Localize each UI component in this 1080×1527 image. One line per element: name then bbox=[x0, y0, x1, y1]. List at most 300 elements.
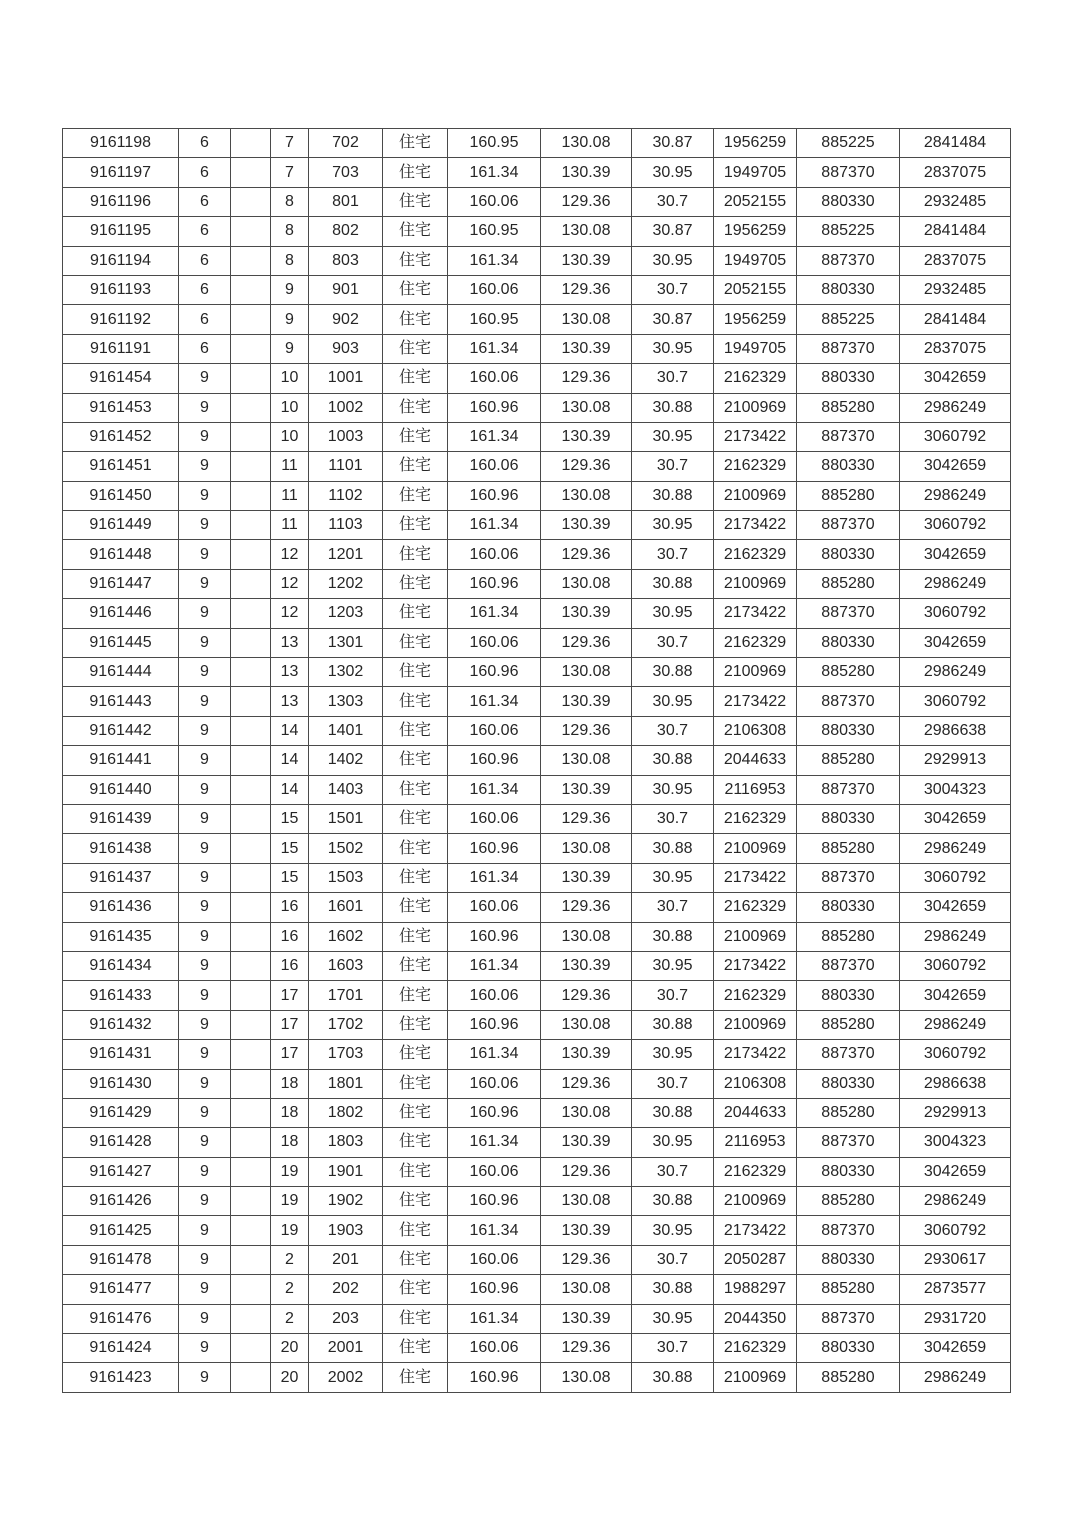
area-1-cell: 160.96 bbox=[448, 658, 541, 687]
blank-cell bbox=[231, 246, 271, 275]
area-3-cell: 30.7 bbox=[632, 364, 714, 393]
amount-1-cell: 1956259 bbox=[714, 217, 797, 246]
building-no-cell: 9 bbox=[179, 775, 231, 804]
area-1-cell: 160.06 bbox=[448, 804, 541, 833]
blank-cell bbox=[231, 628, 271, 657]
area-1-cell: 161.34 bbox=[448, 1128, 541, 1157]
floor-no-cell: 9 bbox=[271, 275, 309, 304]
amount-1-cell: 2162329 bbox=[714, 1157, 797, 1186]
use-type-cell: 住宅 bbox=[383, 687, 448, 716]
area-1-cell: 160.96 bbox=[448, 1098, 541, 1127]
room-no-cell: 1801 bbox=[309, 1069, 383, 1098]
amount-2-cell: 887370 bbox=[797, 422, 900, 451]
building-no-cell: 9 bbox=[179, 1010, 231, 1039]
area-1-cell: 161.34 bbox=[448, 158, 541, 187]
use-type-cell: 住宅 bbox=[383, 246, 448, 275]
building-no-cell: 9 bbox=[179, 511, 231, 540]
use-type-cell: 住宅 bbox=[383, 658, 448, 687]
room-no-cell: 201 bbox=[309, 1245, 383, 1274]
table-row bbox=[63, 1275, 1011, 1304]
floor-no-cell: 15 bbox=[271, 804, 309, 833]
area-2-cell: 129.36 bbox=[541, 452, 632, 481]
area-1-cell: 161.34 bbox=[448, 1304, 541, 1333]
blank-cell bbox=[231, 393, 271, 422]
table-row bbox=[63, 364, 1011, 393]
area-2-cell: 130.39 bbox=[541, 422, 632, 451]
area-2-cell: 130.39 bbox=[541, 863, 632, 892]
record-id-cell: 9161436 bbox=[63, 893, 179, 922]
area-1-cell: 161.34 bbox=[448, 334, 541, 363]
floor-no-cell: 18 bbox=[271, 1128, 309, 1157]
record-id-cell: 9161444 bbox=[63, 658, 179, 687]
room-no-cell: 1701 bbox=[309, 981, 383, 1010]
area-1-cell: 161.34 bbox=[448, 1040, 541, 1069]
table-row bbox=[63, 981, 1011, 1010]
record-id-cell: 9161431 bbox=[63, 1040, 179, 1069]
amount-total-cell: 3042659 bbox=[900, 804, 1011, 833]
record-id-cell: 9161426 bbox=[63, 1187, 179, 1216]
area-3-cell: 30.88 bbox=[632, 1275, 714, 1304]
amount-1-cell: 1949705 bbox=[714, 334, 797, 363]
amount-total-cell: 3042659 bbox=[900, 628, 1011, 657]
amount-2-cell: 885280 bbox=[797, 1363, 900, 1392]
building-no-cell: 9 bbox=[179, 364, 231, 393]
area-1-cell: 160.06 bbox=[448, 1245, 541, 1274]
amount-total-cell: 2986249 bbox=[900, 834, 1011, 863]
table-row bbox=[63, 1069, 1011, 1098]
room-no-cell: 1001 bbox=[309, 364, 383, 393]
amount-1-cell: 2106308 bbox=[714, 716, 797, 745]
building-no-cell: 9 bbox=[179, 951, 231, 980]
amount-1-cell: 2162329 bbox=[714, 452, 797, 481]
use-type-cell: 住宅 bbox=[383, 217, 448, 246]
area-1-cell: 160.06 bbox=[448, 1334, 541, 1363]
blank-cell bbox=[231, 1128, 271, 1157]
amount-2-cell: 887370 bbox=[797, 334, 900, 363]
record-id-cell: 9161443 bbox=[63, 687, 179, 716]
area-2-cell: 129.36 bbox=[541, 981, 632, 1010]
amount-total-cell: 2986249 bbox=[900, 1010, 1011, 1039]
area-3-cell: 30.95 bbox=[632, 334, 714, 363]
building-no-cell: 6 bbox=[179, 305, 231, 334]
amount-1-cell: 1949705 bbox=[714, 246, 797, 275]
blank-cell bbox=[231, 187, 271, 216]
area-2-cell: 130.08 bbox=[541, 834, 632, 863]
table-row bbox=[63, 863, 1011, 892]
building-no-cell: 9 bbox=[179, 658, 231, 687]
amount-1-cell: 2100969 bbox=[714, 834, 797, 863]
amount-total-cell: 3004323 bbox=[900, 1128, 1011, 1157]
amount-1-cell: 2173422 bbox=[714, 863, 797, 892]
blank-cell bbox=[231, 540, 271, 569]
use-type-cell: 住宅 bbox=[383, 834, 448, 863]
amount-total-cell: 3042659 bbox=[900, 1157, 1011, 1186]
use-type-cell: 住宅 bbox=[383, 1187, 448, 1216]
blank-cell bbox=[231, 511, 271, 540]
table-row bbox=[63, 246, 1011, 275]
area-3-cell: 30.88 bbox=[632, 746, 714, 775]
area-3-cell: 30.87 bbox=[632, 217, 714, 246]
area-3-cell: 30.7 bbox=[632, 1245, 714, 1274]
amount-1-cell: 2044633 bbox=[714, 1098, 797, 1127]
blank-cell bbox=[231, 569, 271, 598]
blank-cell bbox=[231, 834, 271, 863]
amount-1-cell: 2052155 bbox=[714, 275, 797, 304]
blank-cell bbox=[231, 452, 271, 481]
use-type-cell: 住宅 bbox=[383, 158, 448, 187]
amount-total-cell: 2986249 bbox=[900, 481, 1011, 510]
blank-cell bbox=[231, 922, 271, 951]
amount-2-cell: 887370 bbox=[797, 775, 900, 804]
room-no-cell: 903 bbox=[309, 334, 383, 363]
amount-total-cell: 3042659 bbox=[900, 1334, 1011, 1363]
room-no-cell: 1903 bbox=[309, 1216, 383, 1245]
building-no-cell: 9 bbox=[179, 1098, 231, 1127]
area-3-cell: 30.88 bbox=[632, 1363, 714, 1392]
building-no-cell: 9 bbox=[179, 687, 231, 716]
amount-total-cell: 2932485 bbox=[900, 275, 1011, 304]
amount-1-cell: 2100969 bbox=[714, 1363, 797, 1392]
record-id-cell: 9161477 bbox=[63, 1275, 179, 1304]
area-3-cell: 30.88 bbox=[632, 834, 714, 863]
area-1-cell: 160.06 bbox=[448, 628, 541, 657]
blank-cell bbox=[231, 1363, 271, 1392]
amount-2-cell: 880330 bbox=[797, 1245, 900, 1274]
room-no-cell: 1401 bbox=[309, 716, 383, 745]
area-3-cell: 30.95 bbox=[632, 599, 714, 628]
building-no-cell: 9 bbox=[179, 922, 231, 951]
record-id-cell: 9161451 bbox=[63, 452, 179, 481]
building-no-cell: 6 bbox=[179, 275, 231, 304]
unit-price-table bbox=[62, 128, 1011, 1393]
floor-no-cell: 2 bbox=[271, 1275, 309, 1304]
use-type-cell: 住宅 bbox=[383, 599, 448, 628]
room-no-cell: 1703 bbox=[309, 1040, 383, 1069]
amount-1-cell: 2100969 bbox=[714, 569, 797, 598]
area-2-cell: 130.08 bbox=[541, 1363, 632, 1392]
blank-cell bbox=[231, 951, 271, 980]
table-row bbox=[63, 746, 1011, 775]
building-no-cell: 6 bbox=[179, 129, 231, 158]
amount-total-cell: 3060792 bbox=[900, 951, 1011, 980]
amount-1-cell: 1949705 bbox=[714, 158, 797, 187]
floor-no-cell: 20 bbox=[271, 1334, 309, 1363]
record-id-cell: 9161430 bbox=[63, 1069, 179, 1098]
area-3-cell: 30.88 bbox=[632, 393, 714, 422]
blank-cell bbox=[231, 422, 271, 451]
use-type-cell: 住宅 bbox=[383, 452, 448, 481]
floor-no-cell: 16 bbox=[271, 951, 309, 980]
table-row bbox=[63, 452, 1011, 481]
building-no-cell: 9 bbox=[179, 746, 231, 775]
amount-2-cell: 887370 bbox=[797, 1304, 900, 1333]
record-id-cell: 9161452 bbox=[63, 422, 179, 451]
floor-no-cell: 17 bbox=[271, 981, 309, 1010]
amount-2-cell: 887370 bbox=[797, 1040, 900, 1069]
building-no-cell: 9 bbox=[179, 569, 231, 598]
area-1-cell: 160.96 bbox=[448, 393, 541, 422]
area-2-cell: 129.36 bbox=[541, 1334, 632, 1363]
area-3-cell: 30.7 bbox=[632, 275, 714, 304]
building-no-cell: 9 bbox=[179, 804, 231, 833]
table-row bbox=[63, 893, 1011, 922]
floor-no-cell: 18 bbox=[271, 1098, 309, 1127]
blank-cell bbox=[231, 1010, 271, 1039]
table-row bbox=[63, 628, 1011, 657]
amount-1-cell: 2100969 bbox=[714, 393, 797, 422]
amount-1-cell: 2162329 bbox=[714, 1334, 797, 1363]
area-3-cell: 30.88 bbox=[632, 1187, 714, 1216]
room-no-cell: 1403 bbox=[309, 775, 383, 804]
building-no-cell: 9 bbox=[179, 863, 231, 892]
amount-1-cell: 2050287 bbox=[714, 1245, 797, 1274]
room-no-cell: 1501 bbox=[309, 804, 383, 833]
amount-1-cell: 2173422 bbox=[714, 951, 797, 980]
amount-2-cell: 885225 bbox=[797, 129, 900, 158]
amount-total-cell: 2841484 bbox=[900, 305, 1011, 334]
floor-no-cell: 7 bbox=[271, 129, 309, 158]
room-no-cell: 901 bbox=[309, 275, 383, 304]
table-body bbox=[63, 129, 1011, 1393]
area-1-cell: 161.34 bbox=[448, 511, 541, 540]
amount-total-cell: 2986249 bbox=[900, 922, 1011, 951]
record-id-cell: 9161449 bbox=[63, 511, 179, 540]
use-type-cell: 住宅 bbox=[383, 275, 448, 304]
use-type-cell: 住宅 bbox=[383, 187, 448, 216]
record-id-cell: 9161193 bbox=[63, 275, 179, 304]
building-no-cell: 9 bbox=[179, 1157, 231, 1186]
amount-1-cell: 2173422 bbox=[714, 511, 797, 540]
table-row bbox=[63, 658, 1011, 687]
building-no-cell: 9 bbox=[179, 1187, 231, 1216]
area-1-cell: 161.34 bbox=[448, 422, 541, 451]
blank-cell bbox=[231, 481, 271, 510]
room-no-cell: 2001 bbox=[309, 1334, 383, 1363]
record-id-cell: 9161432 bbox=[63, 1010, 179, 1039]
blank-cell bbox=[231, 158, 271, 187]
use-type-cell: 住宅 bbox=[383, 1245, 448, 1274]
amount-1-cell: 1956259 bbox=[714, 305, 797, 334]
amount-1-cell: 2173422 bbox=[714, 1216, 797, 1245]
amount-2-cell: 880330 bbox=[797, 716, 900, 745]
floor-no-cell: 14 bbox=[271, 716, 309, 745]
area-3-cell: 30.7 bbox=[632, 452, 714, 481]
area-3-cell: 30.7 bbox=[632, 540, 714, 569]
room-no-cell: 1303 bbox=[309, 687, 383, 716]
use-type-cell: 住宅 bbox=[383, 481, 448, 510]
floor-no-cell: 12 bbox=[271, 540, 309, 569]
amount-2-cell: 880330 bbox=[797, 187, 900, 216]
building-no-cell: 9 bbox=[179, 1040, 231, 1069]
table-row bbox=[63, 687, 1011, 716]
area-1-cell: 160.06 bbox=[448, 364, 541, 393]
blank-cell bbox=[231, 305, 271, 334]
floor-no-cell: 16 bbox=[271, 893, 309, 922]
table-row bbox=[63, 540, 1011, 569]
room-no-cell: 1102 bbox=[309, 481, 383, 510]
record-id-cell: 9161427 bbox=[63, 1157, 179, 1186]
amount-2-cell: 885225 bbox=[797, 305, 900, 334]
area-3-cell: 30.7 bbox=[632, 893, 714, 922]
table-row bbox=[63, 275, 1011, 304]
use-type-cell: 住宅 bbox=[383, 1157, 448, 1186]
area-3-cell: 30.95 bbox=[632, 951, 714, 980]
table-row bbox=[63, 1040, 1011, 1069]
record-id-cell: 9161435 bbox=[63, 922, 179, 951]
record-id-cell: 9161445 bbox=[63, 628, 179, 657]
room-no-cell: 1301 bbox=[309, 628, 383, 657]
area-2-cell: 129.36 bbox=[541, 540, 632, 569]
area-3-cell: 30.95 bbox=[632, 246, 714, 275]
blank-cell bbox=[231, 334, 271, 363]
area-3-cell: 30.95 bbox=[632, 422, 714, 451]
amount-1-cell: 2044350 bbox=[714, 1304, 797, 1333]
area-2-cell: 130.08 bbox=[541, 1010, 632, 1039]
record-id-cell: 9161438 bbox=[63, 834, 179, 863]
blank-cell bbox=[231, 716, 271, 745]
amount-2-cell: 885225 bbox=[797, 217, 900, 246]
area-1-cell: 161.34 bbox=[448, 1216, 541, 1245]
record-id-cell: 9161423 bbox=[63, 1363, 179, 1392]
use-type-cell: 住宅 bbox=[383, 716, 448, 745]
record-id-cell: 9161429 bbox=[63, 1098, 179, 1127]
area-2-cell: 130.08 bbox=[541, 1098, 632, 1127]
amount-2-cell: 880330 bbox=[797, 1334, 900, 1363]
blank-cell bbox=[231, 1275, 271, 1304]
amount-2-cell: 887370 bbox=[797, 1128, 900, 1157]
room-no-cell: 1203 bbox=[309, 599, 383, 628]
building-no-cell: 6 bbox=[179, 187, 231, 216]
use-type-cell: 住宅 bbox=[383, 129, 448, 158]
area-2-cell: 130.08 bbox=[541, 746, 632, 775]
floor-no-cell: 20 bbox=[271, 1363, 309, 1392]
amount-total-cell: 2986249 bbox=[900, 1187, 1011, 1216]
use-type-cell: 住宅 bbox=[383, 1304, 448, 1333]
amount-2-cell: 887370 bbox=[797, 158, 900, 187]
amount-total-cell: 2873577 bbox=[900, 1275, 1011, 1304]
area-2-cell: 130.08 bbox=[541, 481, 632, 510]
area-1-cell: 160.95 bbox=[448, 129, 541, 158]
area-1-cell: 160.96 bbox=[448, 1363, 541, 1392]
use-type-cell: 住宅 bbox=[383, 922, 448, 951]
area-2-cell: 130.08 bbox=[541, 129, 632, 158]
record-id-cell: 9161439 bbox=[63, 804, 179, 833]
area-1-cell: 160.06 bbox=[448, 1157, 541, 1186]
record-id-cell: 9161476 bbox=[63, 1304, 179, 1333]
floor-no-cell: 19 bbox=[271, 1216, 309, 1245]
use-type-cell: 住宅 bbox=[383, 628, 448, 657]
floor-no-cell: 9 bbox=[271, 305, 309, 334]
amount-2-cell: 880330 bbox=[797, 1157, 900, 1186]
table-row bbox=[63, 569, 1011, 598]
room-no-cell: 1201 bbox=[309, 540, 383, 569]
blank-cell bbox=[231, 1098, 271, 1127]
amount-total-cell: 3060792 bbox=[900, 1040, 1011, 1069]
area-3-cell: 30.88 bbox=[632, 1098, 714, 1127]
table-row bbox=[63, 1363, 1011, 1392]
amount-2-cell: 880330 bbox=[797, 540, 900, 569]
building-no-cell: 9 bbox=[179, 716, 231, 745]
area-2-cell: 129.36 bbox=[541, 804, 632, 833]
area-1-cell: 160.06 bbox=[448, 716, 541, 745]
use-type-cell: 住宅 bbox=[383, 804, 448, 833]
amount-total-cell: 2986249 bbox=[900, 1363, 1011, 1392]
blank-cell bbox=[231, 1245, 271, 1274]
table-row bbox=[63, 1216, 1011, 1245]
area-1-cell: 160.95 bbox=[448, 217, 541, 246]
area-3-cell: 30.88 bbox=[632, 658, 714, 687]
record-id-cell: 9161454 bbox=[63, 364, 179, 393]
area-3-cell: 30.7 bbox=[632, 804, 714, 833]
building-no-cell: 6 bbox=[179, 246, 231, 275]
amount-1-cell: 2116953 bbox=[714, 775, 797, 804]
table-row bbox=[63, 834, 1011, 863]
area-2-cell: 130.08 bbox=[541, 922, 632, 951]
amount-total-cell: 3060792 bbox=[900, 863, 1011, 892]
floor-no-cell: 8 bbox=[271, 217, 309, 246]
building-no-cell: 9 bbox=[179, 893, 231, 922]
room-no-cell: 1101 bbox=[309, 452, 383, 481]
table-row bbox=[63, 305, 1011, 334]
area-2-cell: 130.39 bbox=[541, 951, 632, 980]
room-no-cell: 1502 bbox=[309, 834, 383, 863]
area-2-cell: 130.08 bbox=[541, 393, 632, 422]
area-1-cell: 160.06 bbox=[448, 1069, 541, 1098]
amount-total-cell: 2986638 bbox=[900, 1069, 1011, 1098]
area-3-cell: 30.7 bbox=[632, 187, 714, 216]
area-1-cell: 161.34 bbox=[448, 775, 541, 804]
area-1-cell: 160.06 bbox=[448, 893, 541, 922]
amount-2-cell: 887370 bbox=[797, 599, 900, 628]
table-row bbox=[63, 1187, 1011, 1216]
use-type-cell: 住宅 bbox=[383, 1069, 448, 1098]
amount-2-cell: 885280 bbox=[797, 834, 900, 863]
use-type-cell: 住宅 bbox=[383, 422, 448, 451]
record-id-cell: 9161195 bbox=[63, 217, 179, 246]
amount-total-cell: 3042659 bbox=[900, 364, 1011, 393]
area-2-cell: 130.39 bbox=[541, 599, 632, 628]
floor-no-cell: 13 bbox=[271, 687, 309, 716]
floor-no-cell: 9 bbox=[271, 334, 309, 363]
blank-cell bbox=[231, 364, 271, 393]
table-row bbox=[63, 217, 1011, 246]
amount-2-cell: 887370 bbox=[797, 863, 900, 892]
building-no-cell: 9 bbox=[179, 1128, 231, 1157]
table-row bbox=[63, 951, 1011, 980]
floor-no-cell: 14 bbox=[271, 775, 309, 804]
use-type-cell: 住宅 bbox=[383, 1216, 448, 1245]
area-3-cell: 30.88 bbox=[632, 922, 714, 951]
area-2-cell: 130.39 bbox=[541, 334, 632, 363]
area-1-cell: 160.96 bbox=[448, 1275, 541, 1304]
table-row bbox=[63, 804, 1011, 833]
record-id-cell: 9161447 bbox=[63, 569, 179, 598]
record-id-cell: 9161434 bbox=[63, 951, 179, 980]
room-no-cell: 1402 bbox=[309, 746, 383, 775]
building-no-cell: 9 bbox=[179, 422, 231, 451]
table-row bbox=[63, 716, 1011, 745]
room-no-cell: 802 bbox=[309, 217, 383, 246]
table-row bbox=[63, 511, 1011, 540]
room-no-cell: 1202 bbox=[309, 569, 383, 598]
area-1-cell: 160.06 bbox=[448, 187, 541, 216]
area-1-cell: 160.96 bbox=[448, 481, 541, 510]
blank-cell bbox=[231, 1334, 271, 1363]
amount-2-cell: 885280 bbox=[797, 481, 900, 510]
floor-no-cell: 2 bbox=[271, 1304, 309, 1333]
area-2-cell: 129.36 bbox=[541, 1157, 632, 1186]
area-2-cell: 130.08 bbox=[541, 1187, 632, 1216]
